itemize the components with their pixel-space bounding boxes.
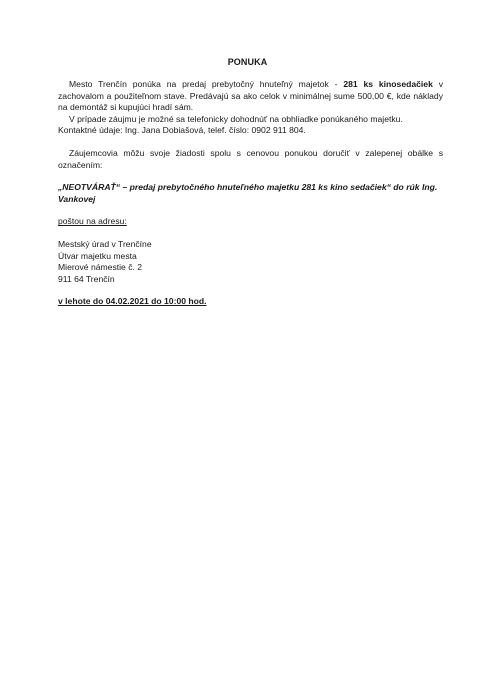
- address-heading: poštou na adresu:: [58, 216, 127, 227]
- address-line-2: Útvar majetku mesta: [58, 250, 137, 261]
- document-title: PONUKA: [227, 57, 268, 67]
- offer-item-highlight: 281 ks kinosedačiek: [343, 79, 433, 89]
- offer-paragraph: [58, 79, 443, 114]
- address-line-1: Mestský úrad v Trenčíne: [58, 238, 152, 249]
- deadline: v lehote do 04.02.2021 do 10:00 hod.: [58, 296, 207, 307]
- address-line-4: 911 64 Trenčín: [58, 273, 115, 284]
- document-body: [58, 79, 443, 308]
- offer-text-end: v zachovalom a použiteľnom stave. Predávajú sa ako celok v minimálnej sume 500,00 €, kde náklady na demontáž si kupujúci hradí sám.: [58, 79, 444, 113]
- envelope-label: „NEOTVÁRAŤ“ – predaj prebytočného hnuteľného majetku 281 ks kino sedačiek“ do rúk Ing. Vankovej: [58, 182, 438, 204]
- offer-text-start: Mesto Trenčín ponúka na predaj prebytočný hnuteľný majetok -: [69, 79, 344, 89]
- address-line-3: Mierové námestie č. 2: [58, 262, 143, 273]
- submission-paragraph: Záujemcovia môžu svoje žiadosti spolu s cenovou ponukou doručiť v zalepenej obálke s označením:: [58, 147, 443, 170]
- contact-line: Kontaktné údaje: Ing. Jana Dobiašová, telef. číslo: 0902 911 804.: [58, 125, 306, 136]
- inspection-paragraph: V prípade záujmu je možné sa telefonicky dohodnúť na obhliadke ponúkaného majetku.: [69, 113, 403, 124]
